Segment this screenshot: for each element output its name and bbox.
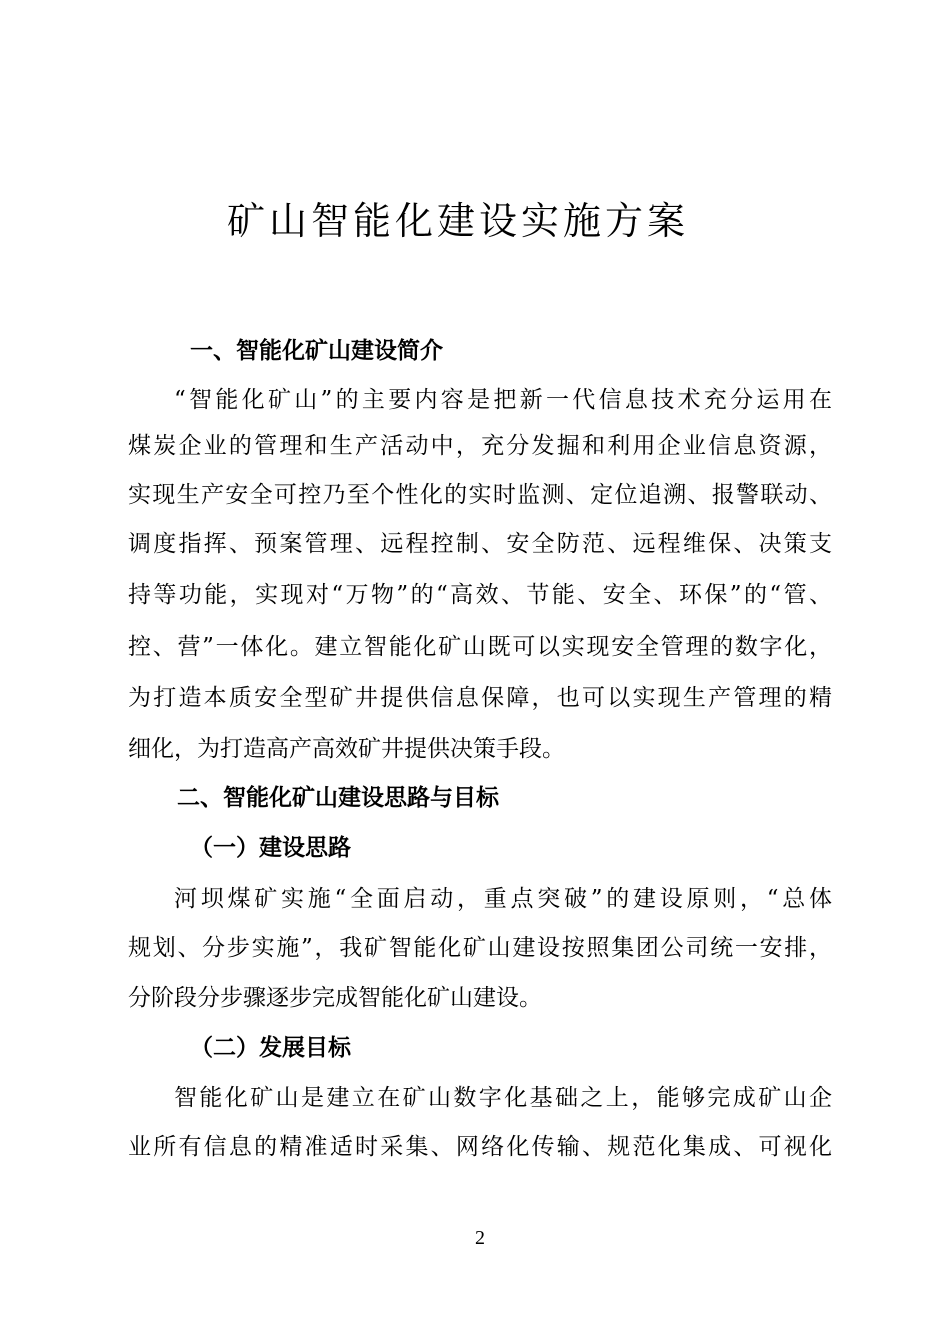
paragraph-line: 河坝煤矿实施“全面启动，重点突破”的建设原则，“总体 xyxy=(174,886,832,912)
paragraph-line: 业所有信息的精准适时采集、网络化传输、规范化集成、可视化 xyxy=(128,1134,832,1160)
paragraph-line: 智能化矿山是建立在矿山数字化基础之上，能够完成矿山企 xyxy=(174,1085,832,1111)
paragraph-line: 细化，为打造高产高效矿井提供决策手段。 xyxy=(128,736,565,762)
paragraph-line: 控、营”一体化。建立智能化矿山既可以实现安全管理的数字化， xyxy=(128,634,832,660)
section-heading-1: 一、智能化矿山建设简介 xyxy=(190,338,443,364)
page-number: 2 xyxy=(475,1227,485,1249)
paragraph-line: “智能化矿山”的主要内容是把新一代信息技术充分运用在 xyxy=(174,387,832,413)
paragraph-line: 规划、分步实施”，我矿智能化矿山建设按照集团公司统一安排， xyxy=(128,935,832,961)
paragraph-line: 分阶段分步骤逐步完成智能化矿山建设。 xyxy=(128,985,542,1011)
section-heading-2: 二、智能化矿山建设思路与目标 xyxy=(177,785,499,811)
subsection-heading-2: （二）发展目标 xyxy=(190,1034,351,1061)
document-title: 矿山智能化建设实施方案 xyxy=(226,199,689,243)
paragraph-line: 为打造本质安全型矿井提供信息保障，也可以实现生产管理的精 xyxy=(128,685,832,711)
paragraph-line: 调度指挥、预案管理、远程控制、安全防范、远程维保、决策支 xyxy=(128,531,832,557)
paragraph-line: 煤炭企业的管理和生产活动中，充分发掘和利用企业信息资源， xyxy=(128,433,832,459)
paragraph-line: 持等功能，实现对“万物”的“高效、节能、安全、环保”的“管、 xyxy=(128,582,832,608)
subsection-heading-1: （一）建设思路 xyxy=(190,834,351,861)
paragraph-line: 实现生产安全可控乃至个性化的实时监测、定位追溯、报警联动、 xyxy=(128,482,832,508)
